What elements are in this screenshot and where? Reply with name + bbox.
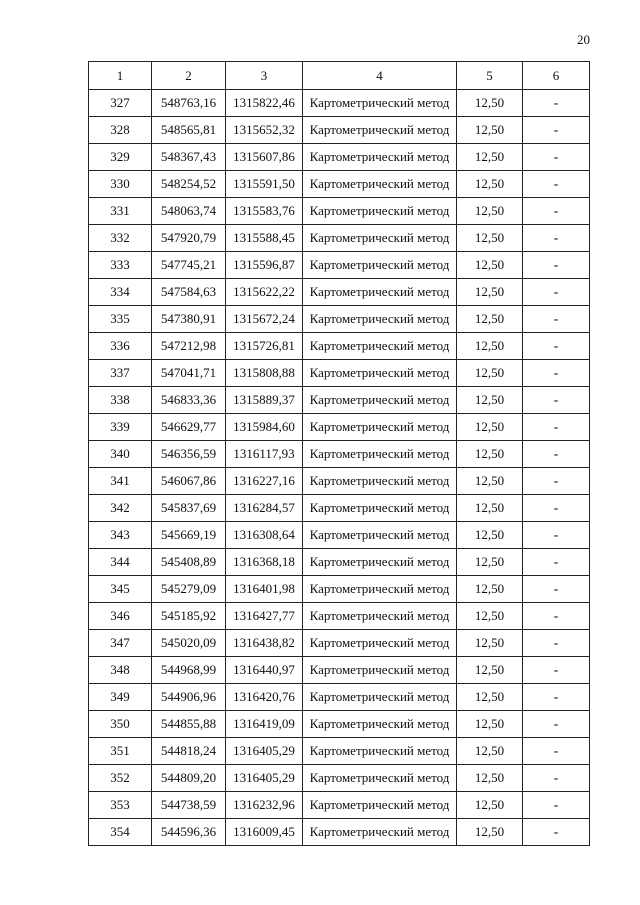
description-cell: - xyxy=(523,630,590,657)
x-coordinate-cell: 545408,89 xyxy=(152,549,226,576)
description-cell: - xyxy=(523,279,590,306)
table-row xyxy=(89,576,590,603)
description-cell: - xyxy=(523,819,590,846)
table-row xyxy=(89,387,590,414)
accuracy-cell: 12,50 xyxy=(457,333,523,360)
accuracy-cell: 12,50 xyxy=(457,657,523,684)
table-row xyxy=(89,117,590,144)
method-cell: Картометрический метод xyxy=(303,360,457,387)
y-coordinate-cell: 1315652,32 xyxy=(226,117,303,144)
x-coordinate-cell: 547041,71 xyxy=(152,360,226,387)
x-coordinate-cell: 544596,36 xyxy=(152,819,226,846)
method-cell: Картометрический метод xyxy=(303,333,457,360)
accuracy-cell: 12,50 xyxy=(457,576,523,603)
x-coordinate-cell: 546067,86 xyxy=(152,468,226,495)
method-cell: Картометрический метод xyxy=(303,495,457,522)
x-coordinate-cell: 548367,43 xyxy=(152,144,226,171)
description-cell: - xyxy=(523,792,590,819)
point-number-cell: 349 xyxy=(89,684,152,711)
point-number-cell: 338 xyxy=(89,387,152,414)
method-cell: Картометрический метод xyxy=(303,414,457,441)
method-cell: Картометрический метод xyxy=(303,90,457,117)
description-cell: - xyxy=(523,117,590,144)
description-cell: - xyxy=(523,657,590,684)
x-coordinate-cell: 544738,59 xyxy=(152,792,226,819)
point-number-cell: 328 xyxy=(89,117,152,144)
y-coordinate-cell: 1316232,96 xyxy=(226,792,303,819)
y-coordinate-cell: 1315889,37 xyxy=(226,387,303,414)
x-coordinate-cell: 547920,79 xyxy=(152,225,226,252)
description-cell: - xyxy=(523,495,590,522)
method-cell: Картометрический метод xyxy=(303,252,457,279)
x-coordinate-cell: 548063,74 xyxy=(152,198,226,225)
accuracy-cell: 12,50 xyxy=(457,819,523,846)
x-coordinate-cell: 545279,09 xyxy=(152,576,226,603)
y-coordinate-cell: 1316419,09 xyxy=(226,711,303,738)
x-coordinate-cell: 545837,69 xyxy=(152,495,226,522)
method-cell: Картометрический метод xyxy=(303,819,457,846)
method-cell: Картометрический метод xyxy=(303,657,457,684)
point-number-cell: 346 xyxy=(89,603,152,630)
table-row xyxy=(89,522,590,549)
point-number-cell: 340 xyxy=(89,441,152,468)
point-number-cell: 330 xyxy=(89,171,152,198)
point-number-cell: 353 xyxy=(89,792,152,819)
coordinates-table xyxy=(88,61,590,846)
point-number-cell: 348 xyxy=(89,657,152,684)
table-row xyxy=(89,90,590,117)
table-row xyxy=(89,333,590,360)
method-cell: Картометрический метод xyxy=(303,630,457,657)
method-cell: Картометрический метод xyxy=(303,198,457,225)
point-number-cell: 347 xyxy=(89,630,152,657)
accuracy-cell: 12,50 xyxy=(457,711,523,738)
y-coordinate-cell: 1316401,98 xyxy=(226,576,303,603)
method-cell: Картометрический метод xyxy=(303,306,457,333)
accuracy-cell: 12,50 xyxy=(457,279,523,306)
table-header-row xyxy=(89,62,590,90)
accuracy-cell: 12,50 xyxy=(457,441,523,468)
point-number-cell: 344 xyxy=(89,549,152,576)
table-row xyxy=(89,711,590,738)
x-coordinate-cell: 547745,21 xyxy=(152,252,226,279)
point-number-cell: 341 xyxy=(89,468,152,495)
point-number-cell: 352 xyxy=(89,765,152,792)
y-coordinate-cell: 1316405,29 xyxy=(226,738,303,765)
x-coordinate-cell: 544906,96 xyxy=(152,684,226,711)
accuracy-cell: 12,50 xyxy=(457,738,523,765)
y-coordinate-cell: 1315596,87 xyxy=(226,252,303,279)
x-coordinate-cell: 547212,98 xyxy=(152,333,226,360)
point-number-cell: 335 xyxy=(89,306,152,333)
table-row xyxy=(89,657,590,684)
x-coordinate-cell: 548763,16 xyxy=(152,90,226,117)
method-cell: Картометрический метод xyxy=(303,576,457,603)
accuracy-cell: 12,50 xyxy=(457,360,523,387)
accuracy-cell: 12,50 xyxy=(457,684,523,711)
x-coordinate-cell: 546833,36 xyxy=(152,387,226,414)
y-coordinate-cell: 1315726,81 xyxy=(226,333,303,360)
table-row xyxy=(89,765,590,792)
table-row xyxy=(89,414,590,441)
y-coordinate-cell: 1315622,22 xyxy=(226,279,303,306)
table-row xyxy=(89,684,590,711)
description-cell: - xyxy=(523,711,590,738)
table-row xyxy=(89,441,590,468)
point-number-cell: 331 xyxy=(89,198,152,225)
table-row xyxy=(89,225,590,252)
y-coordinate-cell: 1316368,18 xyxy=(226,549,303,576)
point-number-cell: 327 xyxy=(89,90,152,117)
y-coordinate-cell: 1315808,88 xyxy=(226,360,303,387)
y-coordinate-cell: 1316420,76 xyxy=(226,684,303,711)
y-coordinate-cell: 1316427,77 xyxy=(226,603,303,630)
description-cell: - xyxy=(523,171,590,198)
point-number-cell: 329 xyxy=(89,144,152,171)
method-cell: Картометрический метод xyxy=(303,171,457,198)
description-cell: - xyxy=(523,603,590,630)
point-number-cell: 337 xyxy=(89,360,152,387)
description-cell: - xyxy=(523,387,590,414)
method-cell: Картометрический метод xyxy=(303,468,457,495)
y-coordinate-cell: 1315607,86 xyxy=(226,144,303,171)
table-row xyxy=(89,171,590,198)
accuracy-cell: 12,50 xyxy=(457,630,523,657)
point-number-cell: 336 xyxy=(89,333,152,360)
page-number: 20 xyxy=(577,32,590,47)
accuracy-cell: 12,50 xyxy=(457,792,523,819)
point-number-cell: 351 xyxy=(89,738,152,765)
accuracy-cell: 12,50 xyxy=(457,414,523,441)
description-cell: - xyxy=(523,225,590,252)
method-cell: Картометрический метод xyxy=(303,225,457,252)
table-row xyxy=(89,630,590,657)
x-coordinate-cell: 547584,63 xyxy=(152,279,226,306)
accuracy-cell: 12,50 xyxy=(457,252,523,279)
description-cell: - xyxy=(523,738,590,765)
table-row xyxy=(89,144,590,171)
y-coordinate-cell: 1316438,82 xyxy=(226,630,303,657)
description-cell: - xyxy=(523,468,590,495)
x-coordinate-cell: 544855,88 xyxy=(152,711,226,738)
description-cell: - xyxy=(523,522,590,549)
accuracy-cell: 12,50 xyxy=(457,495,523,522)
description-cell: - xyxy=(523,333,590,360)
header-cell-6: 6 xyxy=(523,62,590,90)
y-coordinate-cell: 1316308,64 xyxy=(226,522,303,549)
header-cell-4: 4 xyxy=(303,62,457,90)
method-cell: Картометрический метод xyxy=(303,441,457,468)
accuracy-cell: 12,50 xyxy=(457,117,523,144)
description-cell: - xyxy=(523,414,590,441)
description-cell: - xyxy=(523,252,590,279)
method-cell: Картометрический метод xyxy=(303,603,457,630)
description-cell: - xyxy=(523,144,590,171)
accuracy-cell: 12,50 xyxy=(457,225,523,252)
table-row xyxy=(89,252,590,279)
method-cell: Картометрический метод xyxy=(303,144,457,171)
description-cell: - xyxy=(523,765,590,792)
header-cell-3: 3 xyxy=(226,62,303,90)
description-cell: - xyxy=(523,360,590,387)
table-row xyxy=(89,279,590,306)
accuracy-cell: 12,50 xyxy=(457,171,523,198)
y-coordinate-cell: 1316284,57 xyxy=(226,495,303,522)
table-row xyxy=(89,738,590,765)
y-coordinate-cell: 1316009,45 xyxy=(226,819,303,846)
x-coordinate-cell: 544968,99 xyxy=(152,657,226,684)
y-coordinate-cell: 1315984,60 xyxy=(226,414,303,441)
x-coordinate-cell: 548565,81 xyxy=(152,117,226,144)
description-cell: - xyxy=(523,198,590,225)
method-cell: Картометрический метод xyxy=(303,387,457,414)
accuracy-cell: 12,50 xyxy=(457,549,523,576)
method-cell: Картометрический метод xyxy=(303,792,457,819)
method-cell: Картометрический метод xyxy=(303,279,457,306)
x-coordinate-cell: 544818,24 xyxy=(152,738,226,765)
table-row xyxy=(89,198,590,225)
description-cell: - xyxy=(523,306,590,333)
header-cell-2: 2 xyxy=(152,62,226,90)
accuracy-cell: 12,50 xyxy=(457,765,523,792)
table-row xyxy=(89,819,590,846)
method-cell: Картометрический метод xyxy=(303,738,457,765)
x-coordinate-cell: 547380,91 xyxy=(152,306,226,333)
accuracy-cell: 12,50 xyxy=(457,144,523,171)
x-coordinate-cell: 544809,20 xyxy=(152,765,226,792)
point-number-cell: 332 xyxy=(89,225,152,252)
x-coordinate-cell: 548254,52 xyxy=(152,171,226,198)
x-coordinate-cell: 546629,77 xyxy=(152,414,226,441)
point-number-cell: 354 xyxy=(89,819,152,846)
x-coordinate-cell: 545185,92 xyxy=(152,603,226,630)
x-coordinate-cell: 545669,19 xyxy=(152,522,226,549)
table-row xyxy=(89,468,590,495)
method-cell: Картометрический метод xyxy=(303,549,457,576)
point-number-cell: 334 xyxy=(89,279,152,306)
y-coordinate-cell: 1316117,93 xyxy=(226,441,303,468)
description-cell: - xyxy=(523,576,590,603)
table-row xyxy=(89,603,590,630)
y-coordinate-cell: 1315591,50 xyxy=(226,171,303,198)
point-number-cell: 350 xyxy=(89,711,152,738)
accuracy-cell: 12,50 xyxy=(457,468,523,495)
x-coordinate-cell: 546356,59 xyxy=(152,441,226,468)
accuracy-cell: 12,50 xyxy=(457,522,523,549)
method-cell: Картометрический метод xyxy=(303,765,457,792)
table-row xyxy=(89,792,590,819)
method-cell: Картометрический метод xyxy=(303,684,457,711)
y-coordinate-cell: 1316405,29 xyxy=(226,765,303,792)
description-cell: - xyxy=(523,684,590,711)
y-coordinate-cell: 1315822,46 xyxy=(226,90,303,117)
accuracy-cell: 12,50 xyxy=(457,603,523,630)
point-number-cell: 345 xyxy=(89,576,152,603)
y-coordinate-cell: 1315672,24 xyxy=(226,306,303,333)
accuracy-cell: 12,50 xyxy=(457,306,523,333)
point-number-cell: 333 xyxy=(89,252,152,279)
y-coordinate-cell: 1316227,16 xyxy=(226,468,303,495)
table-row xyxy=(89,306,590,333)
description-cell: - xyxy=(523,90,590,117)
method-cell: Картометрический метод xyxy=(303,522,457,549)
header-cell-1: 1 xyxy=(89,62,152,90)
y-coordinate-cell: 1315583,76 xyxy=(226,198,303,225)
header-cell-5: 5 xyxy=(457,62,523,90)
description-cell: - xyxy=(523,441,590,468)
point-number-cell: 342 xyxy=(89,495,152,522)
x-coordinate-cell: 545020,09 xyxy=(152,630,226,657)
point-number-cell: 339 xyxy=(89,414,152,441)
accuracy-cell: 12,50 xyxy=(457,198,523,225)
accuracy-cell: 12,50 xyxy=(457,90,523,117)
table-row xyxy=(89,360,590,387)
y-coordinate-cell: 1315588,45 xyxy=(226,225,303,252)
point-number-cell: 343 xyxy=(89,522,152,549)
description-cell: - xyxy=(523,549,590,576)
accuracy-cell: 12,50 xyxy=(457,387,523,414)
table-row xyxy=(89,549,590,576)
y-coordinate-cell: 1316440,97 xyxy=(226,657,303,684)
method-cell: Картометрический метод xyxy=(303,711,457,738)
table-row xyxy=(89,495,590,522)
method-cell: Картометрический метод xyxy=(303,117,457,144)
